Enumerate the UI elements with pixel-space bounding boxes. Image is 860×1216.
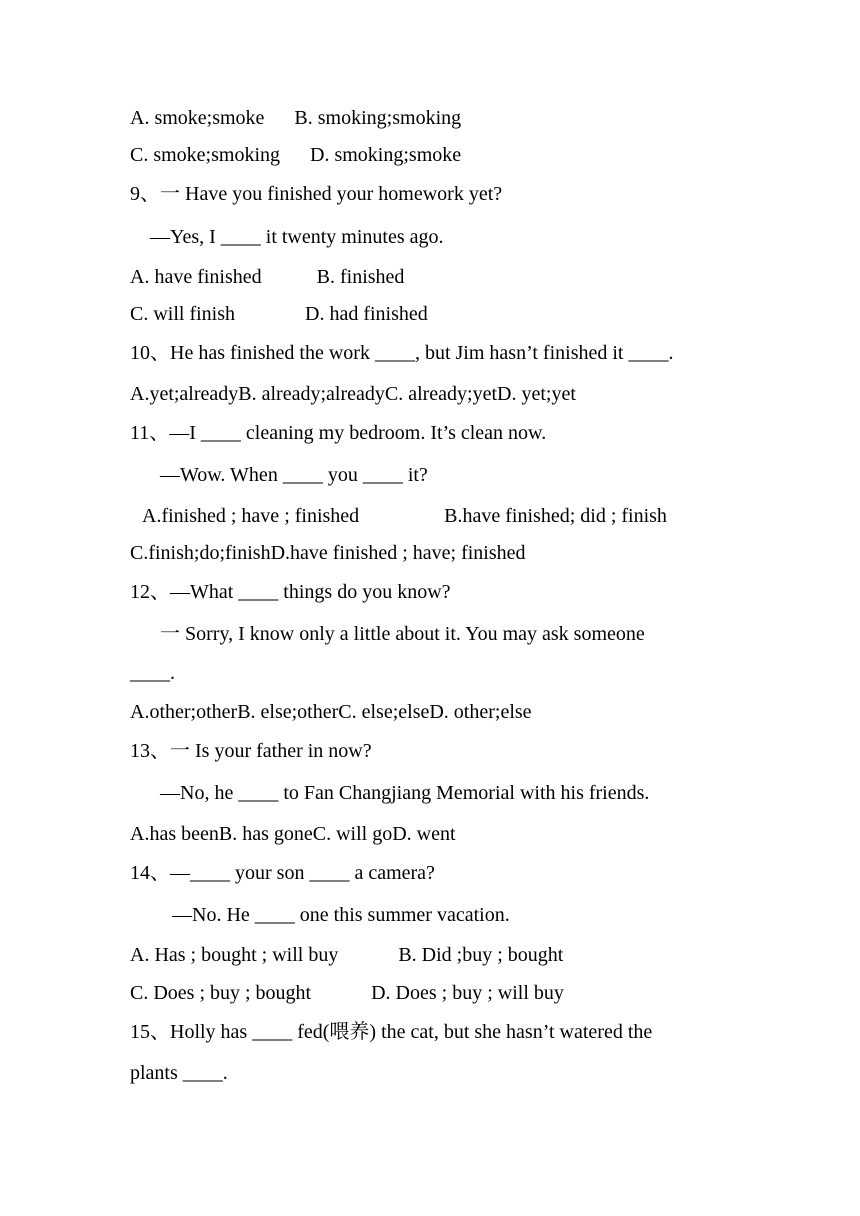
q14-options-ab: A. Has ; bought ; will buy B. Did ;buy ; bought bbox=[130, 944, 564, 966]
q13-options: A.has beenB. has goneC. will goD. went bbox=[130, 823, 456, 845]
q12-reply-continuation: ____. bbox=[130, 662, 175, 684]
q10-question: 10、He has finished the work ____, but Jim hasn’t finished it ____. bbox=[130, 342, 674, 364]
q13-question: 13、一 Is your father in now? bbox=[130, 740, 372, 762]
q11-options-ab: A.finished ; have ; finished B.have finished; did ; finish bbox=[142, 505, 667, 527]
q12-question: 12、—What ____ things do you know? bbox=[130, 581, 451, 603]
q9-options-ab: A. have finished B. finished bbox=[130, 266, 405, 288]
q9-answer-line: —Yes, I ____ it twenty minutes ago. bbox=[150, 226, 444, 248]
q15-question-continuation: plants ____. bbox=[130, 1062, 228, 1084]
q15-question: 15、Holly has ____ fed(喂养) the cat, but she hasn’t watered the bbox=[130, 1021, 653, 1043]
q14-options-cd: C. Does ; buy ; bought D. Does ; buy ; will buy bbox=[130, 982, 564, 1004]
q11-question: 11、—I ____ cleaning my bedroom. It’s clean now. bbox=[130, 422, 547, 444]
q10-options: A.yet;alreadyB. already;alreadyC. already;yetD. yet;yet bbox=[130, 383, 576, 405]
q9-options-cd: C. will finish D. had finished bbox=[130, 303, 428, 325]
q9-question: 9、一 Have you finished your homework yet? bbox=[130, 183, 503, 205]
q12-reply-line: 一 Sorry, I know only a little about it. You may ask someone bbox=[160, 623, 645, 645]
q8-options-ab: A. smoke;smoke B. smoking;smoking bbox=[130, 107, 462, 129]
q12-options: A.other;otherB. else;otherC. else;elseD. other;else bbox=[130, 701, 532, 723]
q14-reply-line: —No. He ____ one this summer vacation. bbox=[172, 904, 510, 926]
q11-options-cd: C.finish;do;finishD.have finished ; have; finished bbox=[130, 542, 526, 564]
q11-reply-line: —Wow. When ____ you ____ it? bbox=[160, 464, 428, 486]
q14-question: 14、—____ your son ____ a camera? bbox=[130, 862, 435, 884]
q8-options-cd: C. smoke;smoking D. smoking;smoke bbox=[130, 144, 462, 166]
q13-reply-line: —No, he ____ to Fan Changjiang Memorial with his friends. bbox=[160, 782, 650, 804]
